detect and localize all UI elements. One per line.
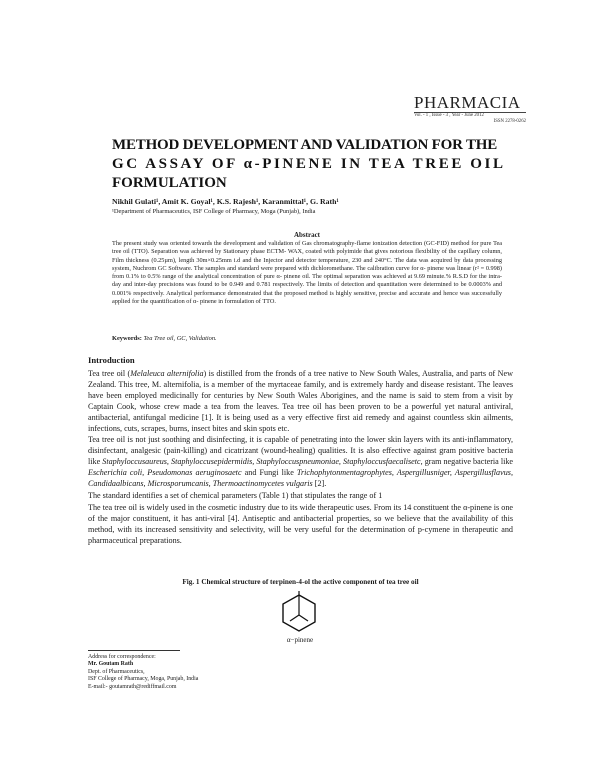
affiliation: ¹Department of Pharmaceutics, ISF College of Pharmacy, Moga (Punjab), India: [112, 208, 316, 215]
title-line-2: GC ASSAY OF α-PINENE IN TEA TREE OIL: [112, 156, 506, 172]
footnote-rule: [88, 650, 180, 651]
pinene-structure-icon: [278, 591, 320, 635]
paper-title: [112, 136, 512, 193]
intro-p2-text-a: Tea tree oil is not just soothing and disinfecting, it is capable of penetrating into the lower skin layers with its anti-inflammatory, disinfectant, analgesic (pain-killing) and cicatrizant (wound-healing) qualities. It is also effective against gram positive bacteria like: [88, 435, 513, 467]
intro-p2-text-c: and Fungi like: [241, 468, 297, 478]
pinene-bridge-left: [290, 615, 299, 621]
journal-name: PHARMACIA: [414, 93, 521, 112]
intro-p2-fungi: Trichophytonmentagrophytes, Aspergillusniger, Aspergillusflavus, Candidaalbicans, Microsporumcanis, Thermoactinomycetes vulgaris: [88, 468, 513, 489]
journal-masthead: [414, 94, 526, 125]
intro-paragraph-2: [88, 435, 513, 490]
correspondence-dept: Dept. of Pharmaceutics,: [88, 668, 145, 675]
intro-p2-text-b: , gram negative bacteria like: [420, 457, 514, 467]
introduction-body: [88, 369, 513, 548]
author-list: Nikhil Gulati¹, Amit K. Goyal¹, K.S. Rajesh¹, Karanmittal¹, G. Rath¹: [112, 197, 339, 206]
intro-p1-text-b: ) is distilled from the fronds of a tree native to New South Wales, Australia, and parts of New Zealand. This tree, M. alternifolia, is a member of the myrtaceae family, and is extremely hardy and disease resistant. The leaves have been employed medicinally for centuries by New South Wales Aborigines, and the name is said to stem from a visit by Captain Cook, whose crew made a tea from the leaves. Tea tree oil has been proven to be a powerful yet natural antiviral, antibacterial, antifungal medicine [1]. It is being used as a very effective first aid remedy and against countless skin ailments, infections, cuts, scrapes, burns, insect bites and skin spots etc.: [88, 369, 513, 433]
intro-paragraph-3: The standard identifies a set of chemical parameters (Table 1) that stipulates the range of 1: [88, 490, 383, 500]
pinene-bridge-right: [299, 615, 308, 621]
correspondence-address: ISF College of Pharmacy, Moga, Punjab, India: [88, 676, 199, 683]
intro-p1-species: Melaleuca alternifolia: [130, 369, 204, 378]
abstract-heading: Abstract: [293, 231, 321, 239]
abstract-text: The present study was oriented towards the development and validation of Gas chromatography-flame ionization detection (GC-FID) method for pure Tea tree oil (TTO). Separation was achieved by Stationary phase ECTM- WAX, coated with polyimide that gives notorious flexibility of the capillary column, Film thickness (0.25µm), length 30m×0.25mm i.d and the Injector and detector temperature, 230 and 240°C. The data was acquired by data processing system, Nuchrom GC Software. The samples and standard were prepared with dichloromethane. The calibration curve for α- pinene was linear (r² = 0.998) from 0.1% to 0.5% range of the analytical concentration of pure α- pinene oil. The optimal separation was achieved at 9.69 minute.% R.S.D for the intra-day and inter-day precisions was found to be 0.949 and 0.781 respectively. The limits of detection and quantitation were determined to be 0.0003% and 0.001% respectively. Analytical performance demonstrated that the proposed method is highly sensitive, precise and accurate and hence was successfully applied for the quantification of α- pinene in formulation of TTO.: [112, 240, 502, 306]
correspondence-name: Mr. Goutam Rath: [88, 661, 134, 668]
title-line-3: FORMULATION: [112, 175, 227, 191]
intro-p2-gram-positive: Staphyloccusaureus, Staphyloccusepidermidis, Staphyloccuspneumoniae, Staphyloccusfaecalisetc: [102, 457, 421, 467]
introduction-heading: Introduction: [88, 355, 135, 365]
journal-issn: ISSN 2278-0262: [493, 119, 526, 124]
intro-paragraph-1: [88, 369, 513, 434]
intro-p1-text-a: Tea tree oil (: [88, 369, 131, 378]
journal-volume: Vol. - 1 , Issue - 3 , Year - June 2012: [414, 113, 484, 118]
keywords-label: Keywords:: [112, 335, 142, 342]
intro-p2-text-d: [2].: [312, 479, 327, 489]
keywords-text: Tea Tree oil, GC, Validation.: [143, 335, 217, 342]
correspondence-block: [88, 654, 338, 691]
intro-p2-gram-negative: Escherichia coli, Pseudomonas aeruginosaetc: [88, 468, 242, 478]
correspondence-email: E-mail:- goutamrath@rediffmail.com: [88, 683, 177, 690]
intro-paragraph-4: The tea tree oil is widely used in the cosmetic industry due to its wide therapeutic uses. From its 14 constituent the α-pinene is one of the major constituent, it has anti-viral [4]. Antiseptic and antibacterial properties, so we believe that the availability of this method, with its increased sensitivity and selectivity, will be very useful for the determination of p-cymene in therapeutic and pharmaceutical preparations.: [88, 502, 513, 545]
title-line-1: METHOD DEVELOPMENT AND VALIDATION FOR THE: [112, 137, 498, 153]
figure-caption: Fig. 1 Chemical structure of terpinen-4-ol the active component of tea tree oil: [182, 578, 419, 586]
correspondence-heading: Address for correspondence:: [88, 654, 156, 660]
figure-label: α−pinene: [286, 636, 314, 644]
keywords: [112, 335, 502, 343]
